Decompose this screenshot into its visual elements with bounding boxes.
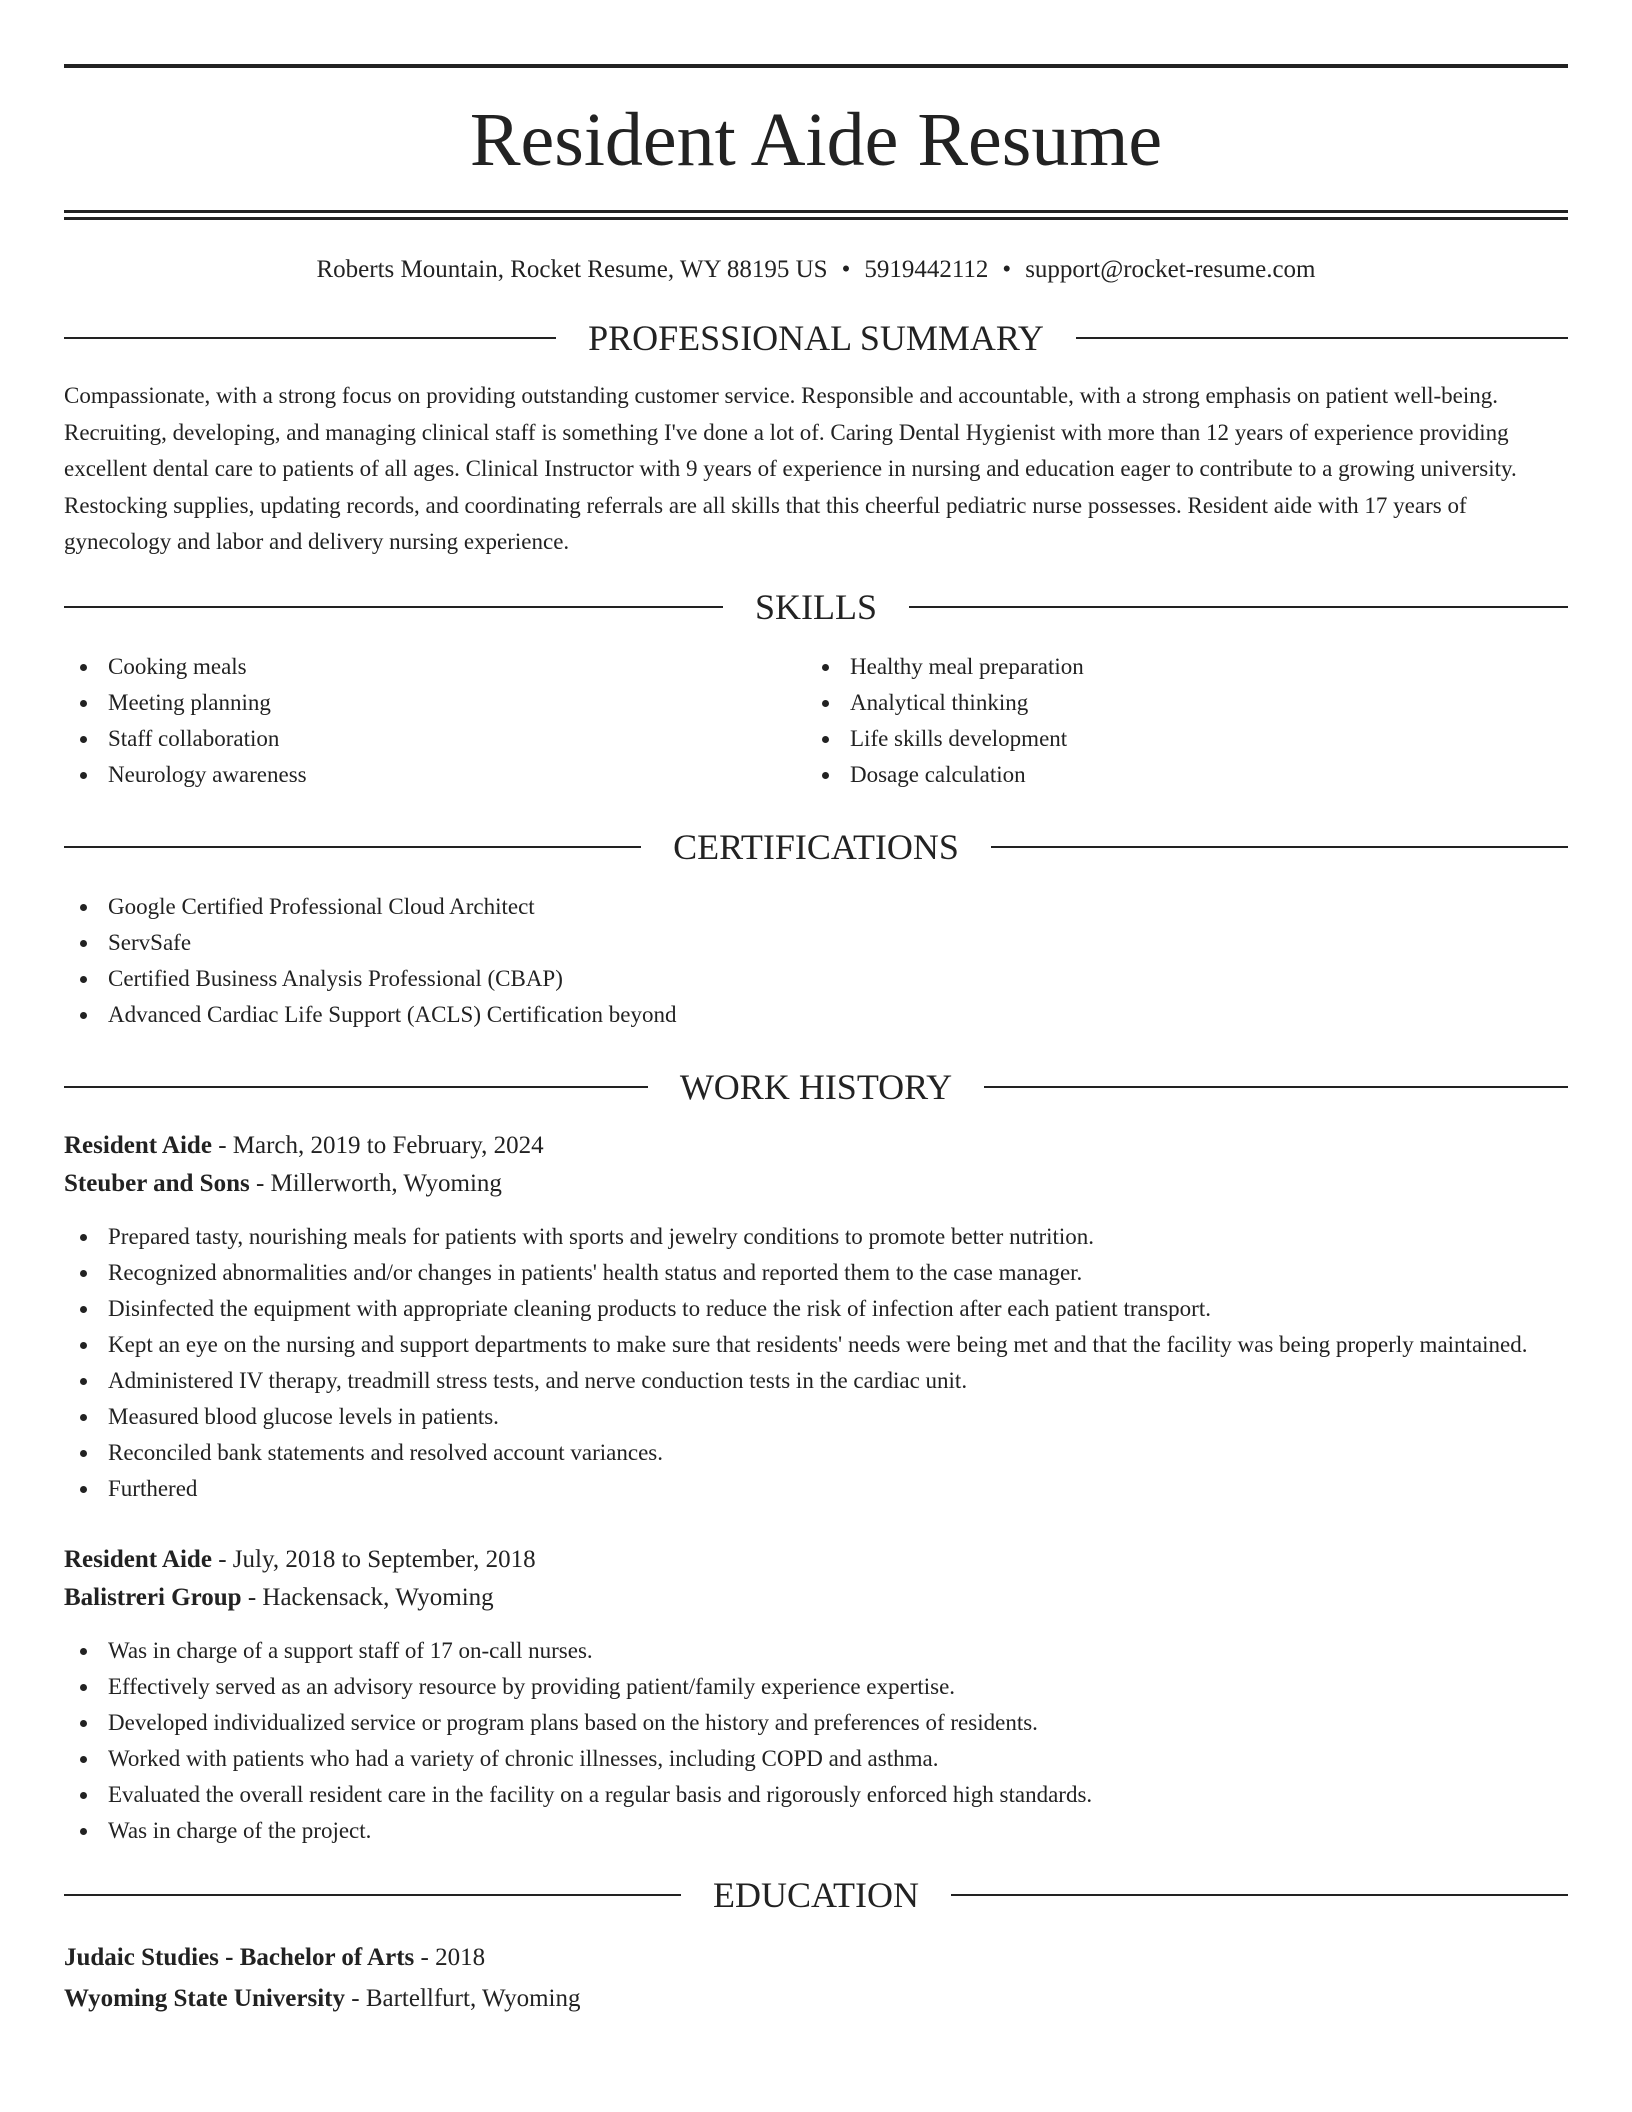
work-section-header — [64, 1067, 1568, 1107]
education-degree-line — [64, 1937, 1568, 1978]
summary-text: Compassionate, with a strong focus on providing outstanding customer service. Responsible and accountable, with a strong emphasis on patient well-being. Recruiting, developing, and managing clinical staff is something I've done a lot of. Caring Dental Hygienist with more than 12 years of experience providing excellent dental care to patients of all ages. Clinical Instructor with 9 years of experience in nursing and education eager to contribute to a growing university. Restocking supplies, updating records, and coordinating referrals are all skills that this cheerful pediatric nurse possesses. Resident aide with 17 years of gynecology and labor and delivery nursing experience. — [64, 383, 1517, 554]
contact-separator: • — [841, 256, 851, 283]
education-section-header — [64, 1875, 1568, 1915]
job-title-line — [64, 1541, 1568, 1579]
divider-line — [64, 606, 723, 608]
job-company-line — [64, 1165, 1568, 1203]
job-entry — [64, 1541, 1568, 1849]
skill-item: Life skills development — [806, 721, 1548, 757]
job-bullet: Measured blood glucose levels in patients. — [64, 1399, 1568, 1435]
certifications-section-header — [64, 827, 1568, 867]
education-school-line — [64, 1978, 1568, 2019]
job-company: Balistreri Group — [64, 1583, 242, 1611]
skill-item: Cooking meals — [64, 649, 806, 685]
divider-line — [1076, 337, 1568, 339]
skill-item: Neurology awareness — [64, 757, 806, 793]
job-bullets — [64, 1633, 1568, 1849]
job-bullet: Administered IV therapy, treadmill stress tests, and nerve conduction tests in the cardiac unit. — [64, 1363, 1568, 1399]
job-bullet: Reconciled bank statements and resolved account variances. — [64, 1435, 1568, 1471]
certification-item: ServSafe — [64, 925, 1568, 961]
skill-item: Meeting planning — [64, 685, 806, 721]
skills-heading: SKILLS — [755, 586, 878, 627]
contact-separator: • — [1002, 256, 1012, 283]
education-entry — [64, 1937, 1568, 2019]
divider-line — [951, 1894, 1568, 1896]
skill-item: Staff collaboration — [64, 721, 806, 757]
certification-item: Advanced Cardiac Life Support (ACLS) Certification beyond — [64, 997, 1568, 1033]
divider-line — [991, 846, 1568, 848]
page-title: Resident Aide Resume — [469, 98, 1163, 182]
job-bullet: Furthered — [64, 1471, 1568, 1507]
divider-line — [64, 846, 641, 848]
job-bullet: Kept an eye on the nursing and support departments to make sure that residents' needs were being met and that the facility was being properly maintained. — [64, 1327, 1568, 1363]
job-bullet: Effectively served as an advisory resource by providing patient/family experience expertise. — [64, 1669, 1568, 1705]
title-double-rule — [64, 210, 1568, 220]
divider-line — [984, 1086, 1568, 1088]
certification-item: Certified Business Analysis Professional (CBAP) — [64, 961, 1568, 997]
skill-item: Healthy meal preparation — [806, 649, 1548, 685]
certifications-list — [64, 889, 1568, 1033]
job-entry — [64, 1127, 1568, 1507]
skills-columns — [64, 649, 1568, 793]
job-location: - Millerworth, Wyoming — [249, 1169, 502, 1197]
job-location: - Hackensack, Wyoming — [241, 1583, 494, 1611]
education-school: Wyoming State University — [64, 1984, 345, 2012]
job-bullet: Was in charge of a support staff of 17 on-call nurses. — [64, 1633, 1568, 1669]
skill-item: Dosage calculation — [806, 757, 1548, 793]
contact-line — [64, 256, 1568, 284]
job-dates: - July, 2018 to September, 2018 — [211, 1545, 536, 1573]
skills-list-left — [64, 649, 806, 793]
summary-section-header — [64, 318, 1568, 358]
divider-line — [64, 337, 556, 339]
job-bullet: Was in charge of the project. — [64, 1813, 1568, 1849]
divider-line — [64, 1086, 648, 1088]
skills-list-right — [806, 649, 1548, 793]
education-degree: Judaic Studies - Bachelor of Arts — [64, 1943, 415, 1971]
skills-section-header — [64, 587, 1568, 627]
summary-heading: PROFESSIONAL SUMMARY — [588, 318, 1044, 358]
contact-phone: 5919442112 — [864, 256, 989, 283]
education-location: - Bartellfurt, Wyoming — [345, 1984, 581, 2012]
contact-address: Roberts Mountain, Rocket Resume, WY 88195 US — [316, 256, 828, 283]
job-bullets — [64, 1219, 1568, 1507]
job-bullet: Disinfected the equipment with appropriate cleaning products to reduce the risk of infection after each patient transport. — [64, 1291, 1568, 1327]
divider-line — [909, 606, 1568, 608]
job-bullet: Worked with patients who had a variety of chronic illnesses, including COPD and asthma. — [64, 1741, 1568, 1777]
education-heading: EDUCATION — [713, 1874, 919, 1915]
contact-email[interactable]: support@rocket-resume.com — [1025, 256, 1316, 283]
work-heading: WORK HISTORY — [679, 1066, 953, 1107]
job-bullet: Developed individualized service or program plans based on the history and preferences of residents. — [64, 1705, 1568, 1741]
job-company: Steuber and Sons — [64, 1169, 250, 1197]
skill-item: Analytical thinking — [806, 685, 1548, 721]
job-company-line — [64, 1579, 1568, 1617]
job-title: Resident Aide — [64, 1545, 212, 1573]
certifications-heading: CERTIFICATIONS — [673, 826, 959, 867]
divider-line — [64, 1894, 681, 1896]
job-bullet: Prepared tasty, nourishing meals for patients with sports and jewelry conditions to promote better nutrition. — [64, 1219, 1568, 1255]
job-title: Resident Aide — [64, 1131, 212, 1159]
education-year: - 2018 — [414, 1943, 486, 1971]
certification-item: Google Certified Professional Cloud Architect — [64, 889, 1568, 925]
job-bullet: Evaluated the overall resident care in the facility on a regular basis and rigorously enforced high standards. — [64, 1777, 1568, 1813]
job-dates: - March, 2019 to February, 2024 — [211, 1131, 544, 1159]
job-title-line — [64, 1127, 1568, 1165]
job-bullet: Recognized abnormalities and/or changes in patients' health status and reported them to the case manager. — [64, 1255, 1568, 1291]
